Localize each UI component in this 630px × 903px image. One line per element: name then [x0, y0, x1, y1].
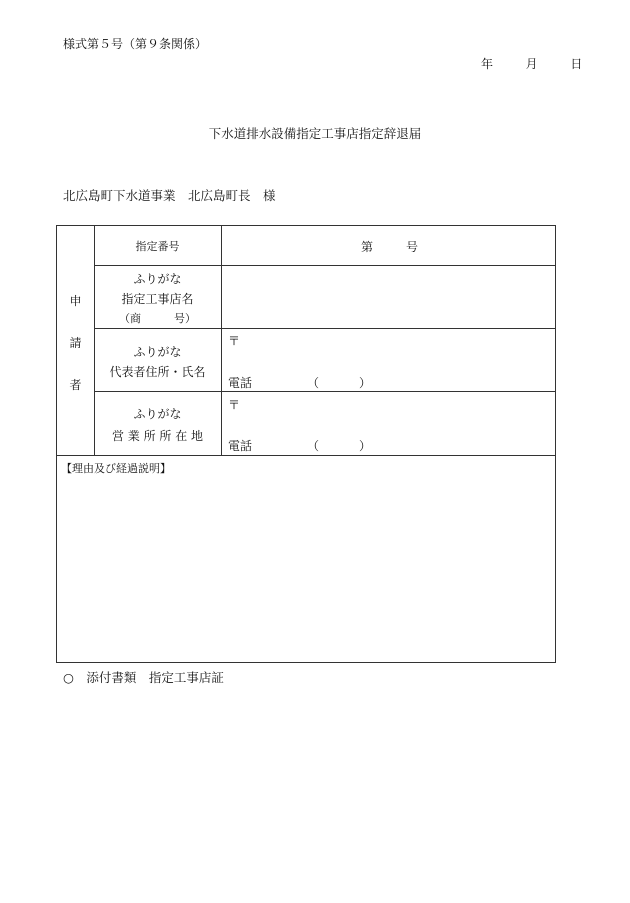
representative-furigana: ふりがな [133, 345, 182, 359]
shop-name-sub: （商 号） [119, 312, 196, 325]
document-title: 下水道排水設備指定工事店指定辞退届 [208, 126, 422, 141]
office-tel-close: ） [359, 439, 372, 453]
applicant-label-1: 申 [69, 294, 82, 308]
representative-tel-open: （ [307, 376, 320, 390]
divider-row-3 [94, 391, 556, 392]
divider-row-2 [94, 328, 556, 329]
date-day: 日 [570, 57, 583, 71]
date-month: 月 [525, 57, 538, 71]
office-tel-label: 電話 [228, 439, 253, 453]
applicant-label-2: 請 [69, 336, 82, 350]
representative-postal: 〒 [228, 334, 241, 348]
date-year: 年 [481, 57, 494, 71]
shop-name-furigana: ふりがな [133, 272, 182, 286]
office-postal: 〒 [228, 398, 241, 412]
divider-label-col [221, 226, 222, 455]
representative-tel-label: 電話 [228, 376, 253, 390]
office-furigana: ふりがな [133, 407, 182, 421]
office-label: 営 業 所 所 在 地 [111, 429, 204, 443]
representative-tel-close: ） [359, 376, 372, 390]
designation-number-suffix: 号 [406, 240, 419, 254]
date-line [481, 55, 582, 72]
designation-number-prefix: 第 [361, 240, 374, 254]
application-form-table [56, 225, 556, 663]
shop-name-label: 指定工事店名 [121, 292, 194, 306]
reason-label: 【理由及び経過説明】 [61, 462, 171, 475]
divider-row-1 [94, 265, 556, 266]
addressee: 北広島町下水道事業 北広島町長 様 [63, 188, 276, 203]
divider-reason [57, 455, 556, 456]
attachment-note: ○ 添付書類 指定工事店証 [63, 670, 224, 685]
shop-name-input[interactable] [223, 267, 553, 325]
office-tel-open: （ [307, 439, 320, 453]
reason-textarea[interactable] [61, 478, 551, 658]
form-number: 様式第５号（第９条関係） [63, 37, 208, 51]
representative-label: 代表者住所・氏名 [109, 365, 206, 379]
applicant-label-3: 者 [69, 378, 82, 392]
designation-number-label: 指定番号 [135, 240, 180, 253]
